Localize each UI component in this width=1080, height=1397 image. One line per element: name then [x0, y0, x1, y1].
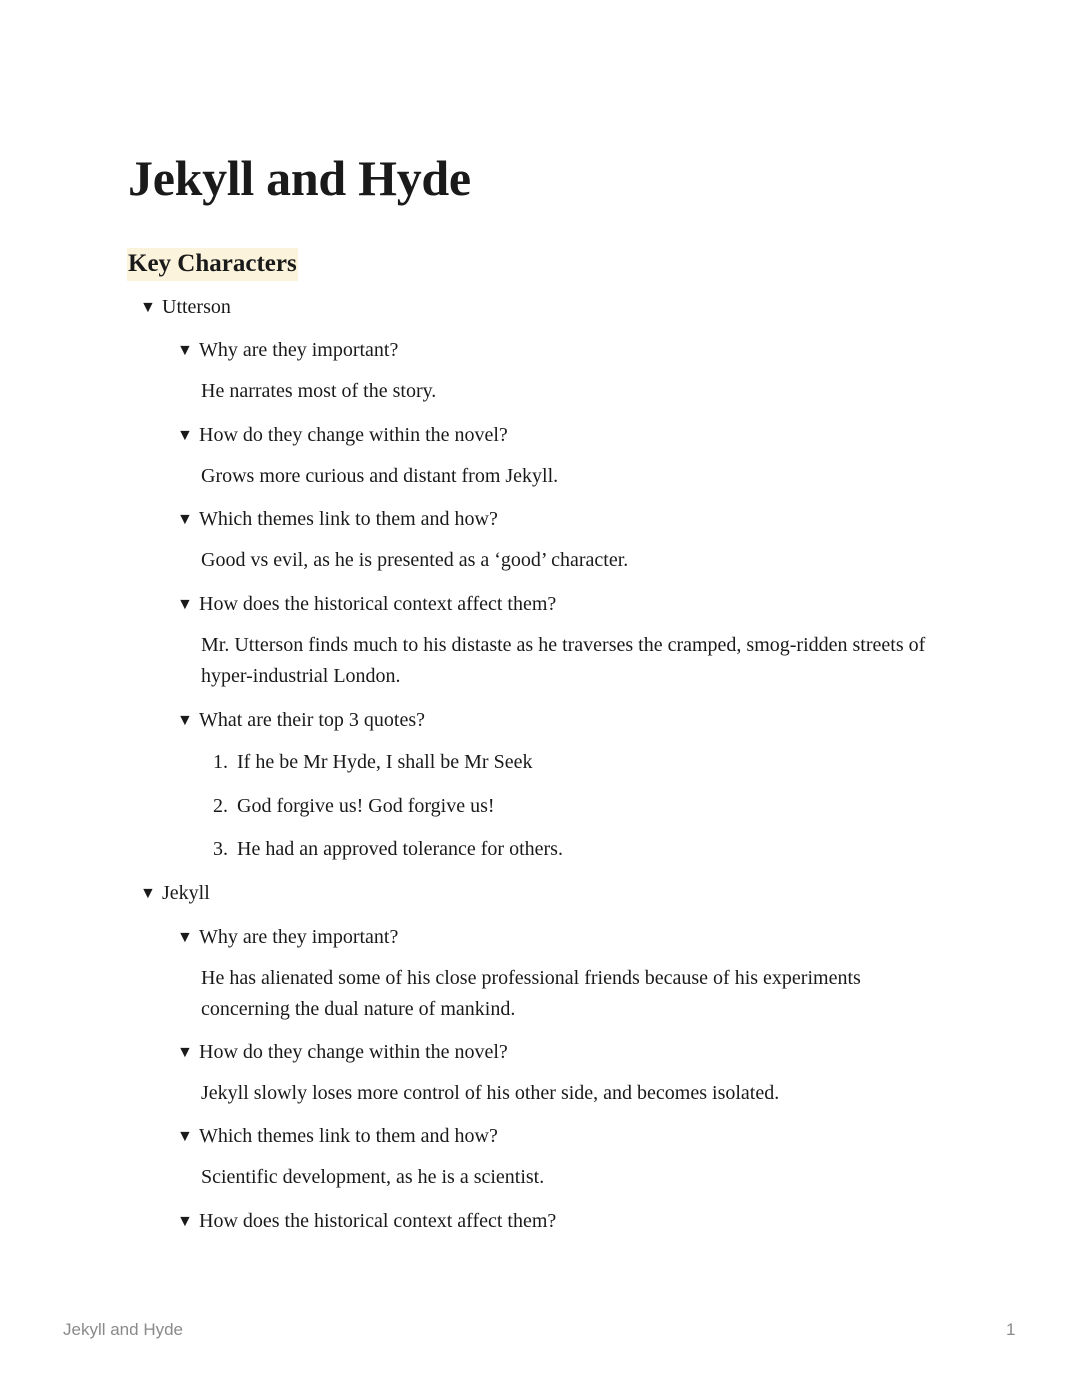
question-text: What are their top 3 quotes?: [199, 709, 426, 731]
list-number: 1.: [213, 751, 228, 773]
toggle-triangle-icon: ▼: [177, 1213, 193, 1230]
toggle-utterson-themes[interactable]: [177, 507, 498, 531]
toggle-triangle-icon: ▼: [177, 427, 193, 444]
toggle-triangle-icon: ▼: [140, 299, 156, 316]
question-text: Which themes link to them and how?: [199, 1125, 498, 1147]
quote-text: If he be Mr Hyde, I shall be Mr Seek: [237, 751, 533, 773]
toggle-triangle-icon: ▼: [177, 712, 193, 729]
question-text: How does the historical context affect them?: [199, 1210, 557, 1232]
answer-text: Jekyll slowly loses more control of his other side, and becomes isolated.: [201, 1082, 780, 1104]
character-name: Jekyll: [162, 882, 210, 904]
page-title: Jekyll and Hyde: [128, 150, 471, 206]
quote-list-item: [213, 837, 563, 861]
toggle-utterson-importance[interactable]: [177, 338, 398, 362]
toggle-triangle-icon: ▼: [177, 511, 193, 528]
question-text: Why are they important?: [199, 926, 399, 948]
toggle-utterson-context[interactable]: [177, 592, 556, 616]
answer-text: Mr. Utterson finds much to his distaste as he traverses the cramped, smog-ridden streets of hyper-industrial London.: [201, 634, 926, 687]
answer-text: He narrates most of the story.: [201, 380, 437, 402]
question-text: How does the historical context affect them?: [199, 593, 557, 615]
quote-text: God forgive us! God forgive us!: [237, 795, 495, 817]
quote-text: He had an approved tolerance for others.: [237, 838, 563, 860]
toggle-jekyll[interactable]: [140, 881, 210, 905]
toggle-jekyll-themes[interactable]: [177, 1124, 498, 1148]
list-number: 2.: [213, 795, 228, 817]
toggle-triangle-icon: ▼: [177, 1128, 193, 1145]
footer-page-number: 1: [1006, 1320, 1016, 1339]
toggle-triangle-icon: ▼: [177, 1044, 193, 1061]
toggle-utterson[interactable]: [140, 295, 231, 319]
answer-text: Grows more curious and distant from Jekyll.: [201, 465, 559, 487]
toggle-triangle-icon: ▼: [177, 929, 193, 946]
toggle-jekyll-importance[interactable]: [177, 925, 398, 949]
character-name: Utterson: [162, 296, 231, 318]
question-text: Which themes link to them and how?: [199, 508, 498, 530]
toggle-triangle-icon: ▼: [140, 885, 156, 902]
toggle-utterson-quotes[interactable]: [177, 708, 425, 732]
toggle-triangle-icon: ▼: [177, 342, 193, 359]
toggle-jekyll-change[interactable]: [177, 1040, 508, 1064]
question-text: Why are they important?: [199, 339, 399, 361]
footer-document-name: Jekyll and Hyde: [63, 1320, 184, 1339]
section-heading-key-characters: Key Characters: [127, 248, 298, 281]
answer-text: Good vs evil, as he is presented as a ‘good’ character.: [201, 549, 629, 571]
toggle-utterson-change[interactable]: [177, 423, 508, 447]
toggle-jekyll-context[interactable]: [177, 1209, 556, 1233]
question-text: How do they change within the novel?: [199, 1041, 508, 1063]
question-text: How do they change within the novel?: [199, 424, 508, 446]
answer-text: He has alienated some of his close professional friends because of his experiments concerning the dual nature of mankind.: [201, 967, 861, 1020]
quote-list-item: [213, 750, 532, 774]
answer-text: Scientific development, as he is a scientist.: [201, 1166, 545, 1188]
quote-list-item: [213, 794, 495, 818]
list-number: 3.: [213, 838, 228, 860]
toggle-triangle-icon: ▼: [177, 596, 193, 613]
